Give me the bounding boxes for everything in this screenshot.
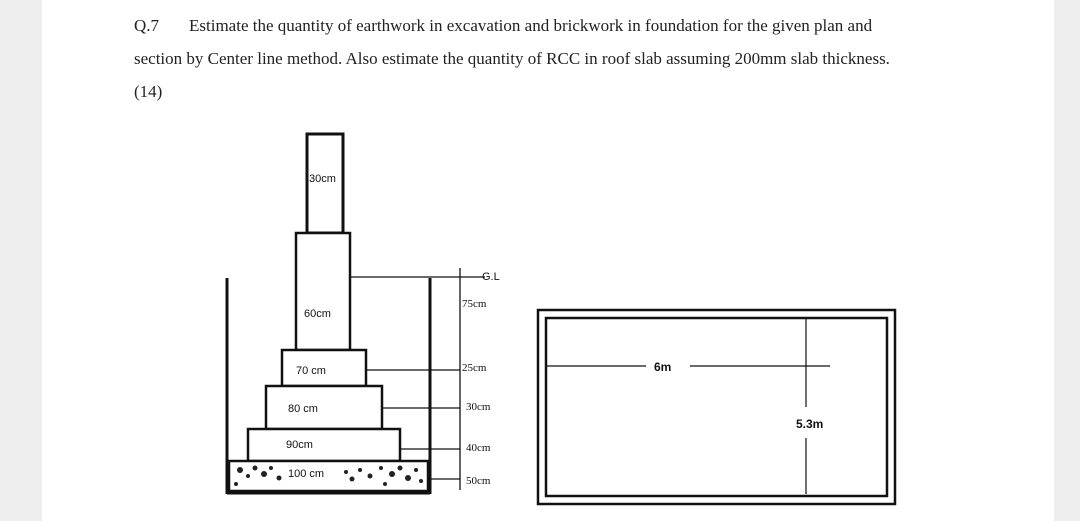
depth-label-40cm: 40cm <box>466 442 491 454</box>
foundation-section-diagram <box>227 134 485 494</box>
width-label-70cm: 70 cm <box>296 365 326 377</box>
width-label-60cm: 60cm <box>304 308 331 320</box>
width-label-100cm: 100 cm <box>288 468 325 480</box>
question-marks: (14) <box>134 82 163 101</box>
depth-label-75cm: 75cm <box>462 298 487 310</box>
building-plan-diagram <box>538 310 895 504</box>
footing-80cm <box>266 386 382 429</box>
question-text-line-1: Estimate the quantity of earthwork in excavation and brickwork in foundation for the given plan and <box>189 16 873 35</box>
width-label-80cm: 80 cm <box>288 403 318 415</box>
footing-60cm <box>296 233 350 350</box>
plan-length-label: 6m <box>654 360 672 374</box>
plan-outer-wall <box>538 310 895 504</box>
width-label-30cm: 30cm <box>309 173 336 185</box>
plan-width-label: 5.3m <box>796 417 824 431</box>
question-number: Q.7 <box>134 16 160 35</box>
pcc-bed-100cm <box>229 461 428 491</box>
depth-label-50cm: 50cm <box>466 475 491 487</box>
plan-inner-wall <box>546 318 887 496</box>
question-text-line-2: section by Center line method. Also estimate the quantity of RCC in roof slab assuming 200mm slab thickness. <box>134 49 890 68</box>
depth-label-25cm: 25cm <box>462 362 487 374</box>
width-label-90cm: 90cm <box>286 439 313 451</box>
footing-90cm <box>248 429 400 461</box>
depth-label-30cm: 30cm <box>466 401 491 413</box>
ground-level-label: G.L <box>482 271 500 283</box>
